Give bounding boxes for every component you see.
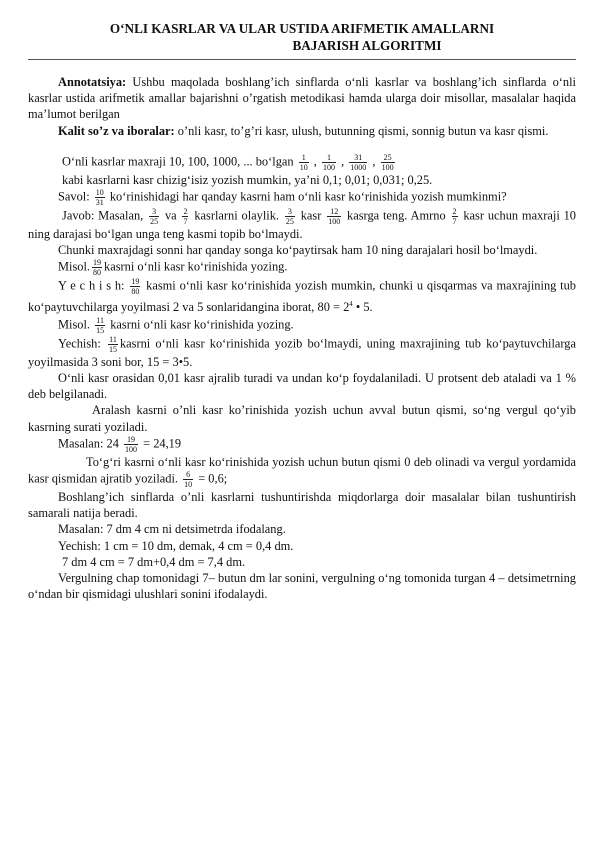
fraction: $\frac{10}{31}$ bbox=[95, 188, 104, 208]
because-paragraph: Chunki maxrajdagi sonni har qanday songa ko‘paytirsak ham 10 ning darajalari hosil bo‘lmaydi. bbox=[58, 243, 538, 258]
solution-3-paragraph: Yechish: 1 cm = 10 dm, demak, 4 cm = 0,4 dm. bbox=[58, 538, 294, 553]
answer-paragraph: Javob: Masalan, $\frac{3}{25}$ va $\frac{2}{7}$ kasrlarni olaylik. $\frac{3}{25}$ kasr $\frac{12}{100}$ kasrga teng. Amrno $\frac{2}{7}$ kasr uchun maxraji 10 ning darajasi bo‘lgan unga teng kasmi topib bo‘lmaydi. bbox=[28, 207, 577, 242]
fraction: $\frac{2}{7}$ bbox=[452, 207, 457, 227]
fraction: $\frac{11}{15}$ bbox=[108, 334, 117, 354]
fraction: $\frac{19}{80}$ bbox=[131, 277, 140, 297]
question-paragraph: Savol: $\frac{10}{31}$ ko‘rinishidagi har qanday kasrni ham o‘nli kasr ko‘rinishida yozish mumkinmi? bbox=[58, 188, 507, 208]
title-line-1: O‘NLI KASRLAR VA ULAR USTIDA ARIFMETIK AMALLARNI bbox=[109, 21, 495, 36]
solution-2-paragraph: Yechish: $\frac{11}{15}$ kasrni o‘nli kasr ko‘rinishida yozib bo‘lmaydi, uning maxrajining tub ko‘paytuvchilarga yoyilmasida 3 soni bor, 15 = 3•5. bbox=[28, 334, 577, 369]
fraction: $\frac{3}{25}$ bbox=[285, 207, 294, 227]
abstract-text: Ushbu maqolada boshlang’ich sinflarda o‘nli kasrlar va boshlang’ich sinflarda o‘nli kasrlar ustida arifmetik amallar bajarishni o’rgatish metodikasi hamda ularga doir misollar, masalalar haqida ma’lumot berilgan bbox=[28, 75, 576, 122]
primary-school-paragraph: Boshlang’ich sinflarda o’nli kasrlarni tushuntirishda miqdorlarga doir masalalar bilan tushuntirish samarali natija beradi. bbox=[28, 489, 576, 521]
title-divider bbox=[28, 59, 576, 60]
fraction: $\frac{1}{100}$ bbox=[323, 152, 335, 172]
keywords-paragraph bbox=[28, 123, 576, 139]
proper-fraction-paragraph: To‘g‘ri kasrni o‘nli kasr ko‘rinishida yozish uchun butun qismi 0 deb olinadi va vergul yordamida kasr qismidan ajratib yoziladi. $\frac{6}{10}$ = 0,6; bbox=[28, 454, 576, 489]
fraction: $\frac{1}{10}$ bbox=[299, 152, 308, 172]
fraction: $\frac{2}{7}$ bbox=[183, 207, 188, 227]
decimal-intro-paragraph: O‘nli kasrlar maxraji 10, 100, 1000, ... bo‘lgan $\frac{1}{10}$ , $\frac{1}{100}$ , $\frac{31}{1000}$ , $\frac{25}{100}$ bbox=[62, 152, 394, 172]
decimal-intro-text: O‘nli kasrlar maxraji 10, 100, 1000, ... bo‘lgan bbox=[62, 154, 294, 169]
fraction: $\frac{25}{100}$ bbox=[381, 152, 394, 172]
fraction: $\frac{19}{80}$ bbox=[93, 258, 102, 278]
calculation-line: 7 dm 4 cm = 7 dm+0,4 dm = 7,4 dm. bbox=[62, 554, 246, 569]
example-2-paragraph: Misol. $\frac{11}{15}$ kasrni o‘nli kasr ko‘rinishida yozing. bbox=[58, 315, 294, 335]
mixed-fraction-paragraph: Aralash kasrni o’nli kasr ko’rinishida yozish uchun avval butun qismi, so‘ng vergul qo‘yib kasrning surati yoziladi. bbox=[28, 403, 576, 434]
abstract-paragraph bbox=[28, 74, 576, 123]
fraction: $\frac{6}{10}$ bbox=[184, 469, 193, 489]
decimal-notation-paragraph: kabi kasrlarni kasr chizig‘isiz yozish mumkin, ya’ni 0,1; 0,01; 0,031; 0,25. bbox=[62, 172, 433, 187]
fraction: $\frac{11}{15}$ bbox=[96, 315, 105, 335]
example-1-paragraph: Misol. $\frac{19}{80}$ kasrni o‘nli kasr ko‘rinishida yozing. bbox=[58, 258, 288, 278]
example-3-paragraph: Masalan: 7 dm 4 cm ni detsimetrda ifodalang. bbox=[58, 522, 286, 537]
fraction: $\frac{31}{1000}$ bbox=[350, 152, 367, 172]
keywords-label: Kalit so’z va iboralar: bbox=[58, 123, 175, 138]
document-page bbox=[28, 20, 576, 602]
fraction: $\frac{12}{100}$ bbox=[328, 207, 341, 227]
abstract-label: Annotatsiya: bbox=[58, 75, 127, 89]
keywords-text: o’nli kasr, to’g’ri kasr, ulush, butunning qismi, sonnig butun va kasr qismi. bbox=[174, 123, 549, 138]
fraction: $\frac{19}{100}$ bbox=[125, 434, 138, 454]
mixed-example-paragraph: Masalan: 24 $\frac{19}{100}$ = 24,19 bbox=[58, 434, 182, 454]
solution-1-paragraph: Y e c h i s h: $\frac{19}{80}$ kasmi o‘nli kasr ko‘rinishida yozish mumkin, chunki u qisqarmas va maxrajining tub ko‘paytuvchilarga yoyilmasi 2 va 5 sonlaridangina iborat, $80 = 2^4$ • 5. bbox=[28, 277, 576, 315]
comma-explanation-paragraph: Vergulning chap tomonidagi 7– butun dm lar sonini, vergulning o‘ng tomonida turgan 4 – detsimetrning o‘ndan bir qismidagi ulushlari sonini ifodalaydi. bbox=[28, 570, 576, 602]
title-line-2: BAJARISH ALGORITMI bbox=[292, 38, 442, 53]
fraction: $\frac{3}{25}$ bbox=[150, 207, 159, 227]
percent-paragraph: O‘nli kasr orasidan 0,01 kasr ajralib turadi va undan ko‘p foydalaniladi. U protsent deb ataladi va 1 % deb belgilanadi. bbox=[28, 370, 576, 402]
